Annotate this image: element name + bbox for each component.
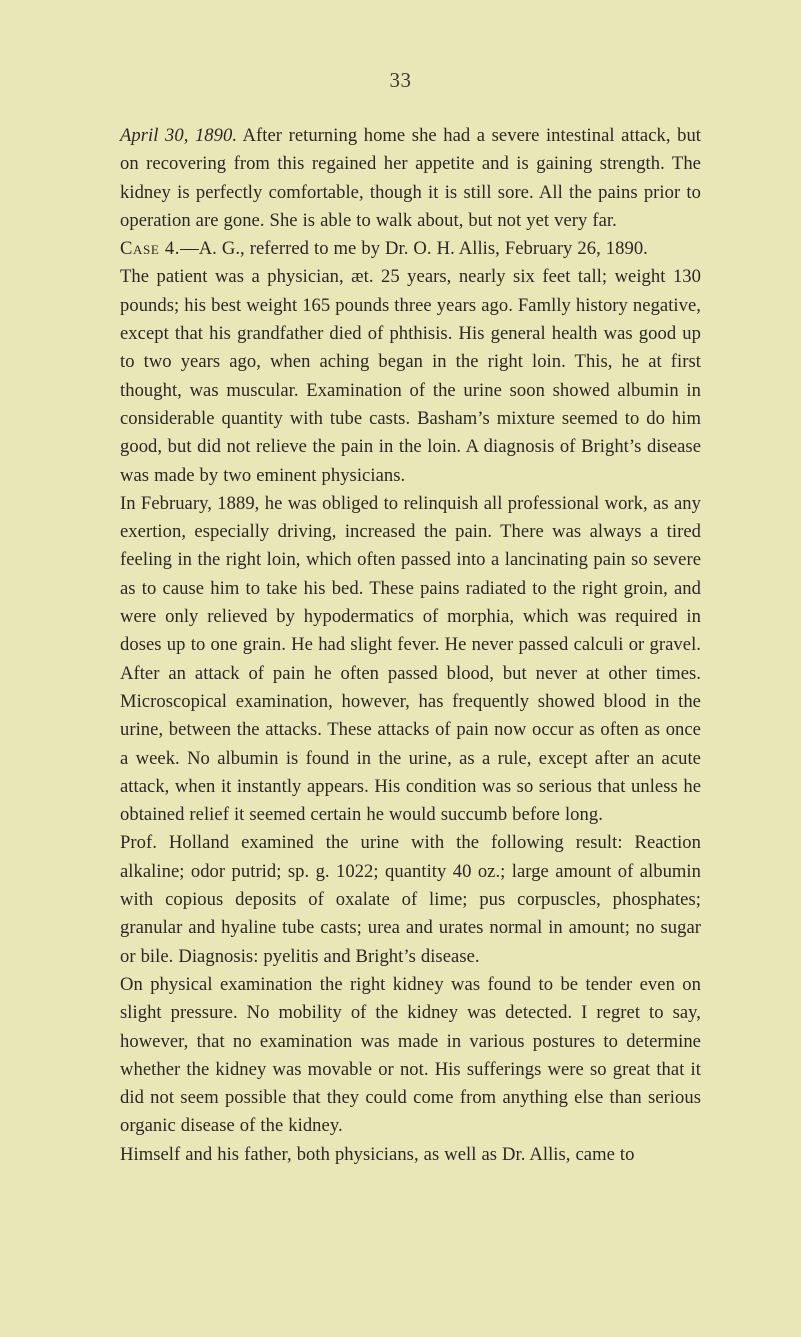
followup-text: After returning home she had a severe intestinal attack, but on recovering from this regained her appetite and is gaining strength. The kidney is perfectly comfortable, though it is still sore. All the pains prior to operation are gone. She is able to walk about, but not yet very far. <box>120 125 702 231</box>
paragraph-february-symptoms: In February, 1889, he was obliged to relinquish all professional work, as any exertion, especially driving, increased the pain. There was always a tired feeling in the right loin, which often passed into a lancinating pain so severe as to cause him to take his bed. These pains radiated to the right groin, and were only relieved by hypodermatics of morphia, which was required in doses up to one grain. He had slight fever. He never passed calculi or gravel. After an attack of pain he often passed blood, but never at other times. Microscopical examination, however, has frequently showed blood in the urine, between the attacks. These attacks of pain now occur as often as once a week. No albumin is found in the urine, as a rule, except after an acute attack, when it instantly appears. His condition was so serious that unless he obtained relief it seemed certain he would succumb before long. <box>120 492 701 826</box>
paragraph-physical-exam: On physical examination the right kidney was found to be tender even on slight pressure. No mobility of the kidney was detected. I regret to say, however, that no examination was made in various postures to determine whether the kidney was movable or not. His sufferings were so great that it did not seem possible that they could come from anything else than serious organic disease of the kidney. <box>120 973 701 1137</box>
paragraph-urine-exam: Prof. Holland examined the urine with the following result: Reaction alkaline; odor putrid; sp. g. 1022; quantity 40 oz.; large amount of albumin with copious deposits of oxalate of lime; pus corpuscles, phosphates; granular and hyaline tube casts; urea and urates normal in amount; no sugar or bile. Diagnosis: pyelitis and Bright’s disease. <box>120 832 701 967</box>
case-referral: —A. G., referred to me by Dr. O. H. Allis, February 26, 1890. <box>180 238 648 260</box>
body-text <box>120 122 701 1169</box>
paragraph-continuation: Himself and his father, both physicians, as well as Dr. Allis, came to <box>120 1143 635 1165</box>
paragraph-patient-history: The patient was a physician, æt. 25 years, nearly six feet tall; weight 130 pounds; his best weight 165 pounds three years ago. Famlly history negative, except that his grandfather died of phthisis. His general health was good up to two years ago, when aching began in the right loin. This, he at first thought, was muscular. Examination of the urine soon showed albumin in considerable quantity with tube casts. Basham’s mixture seemed to do him good, but did not relieve the pain in the loin. A diagnosis of Bright’s disease was made by two eminent physicians. <box>120 266 701 486</box>
paragraph-april-followup <box>120 122 701 235</box>
followup-date: April 30, 1890. <box>120 125 238 146</box>
paragraph-case-heading <box>120 235 701 263</box>
page-number: 33 <box>389 68 412 92</box>
case-number: Case 4. <box>120 238 181 260</box>
